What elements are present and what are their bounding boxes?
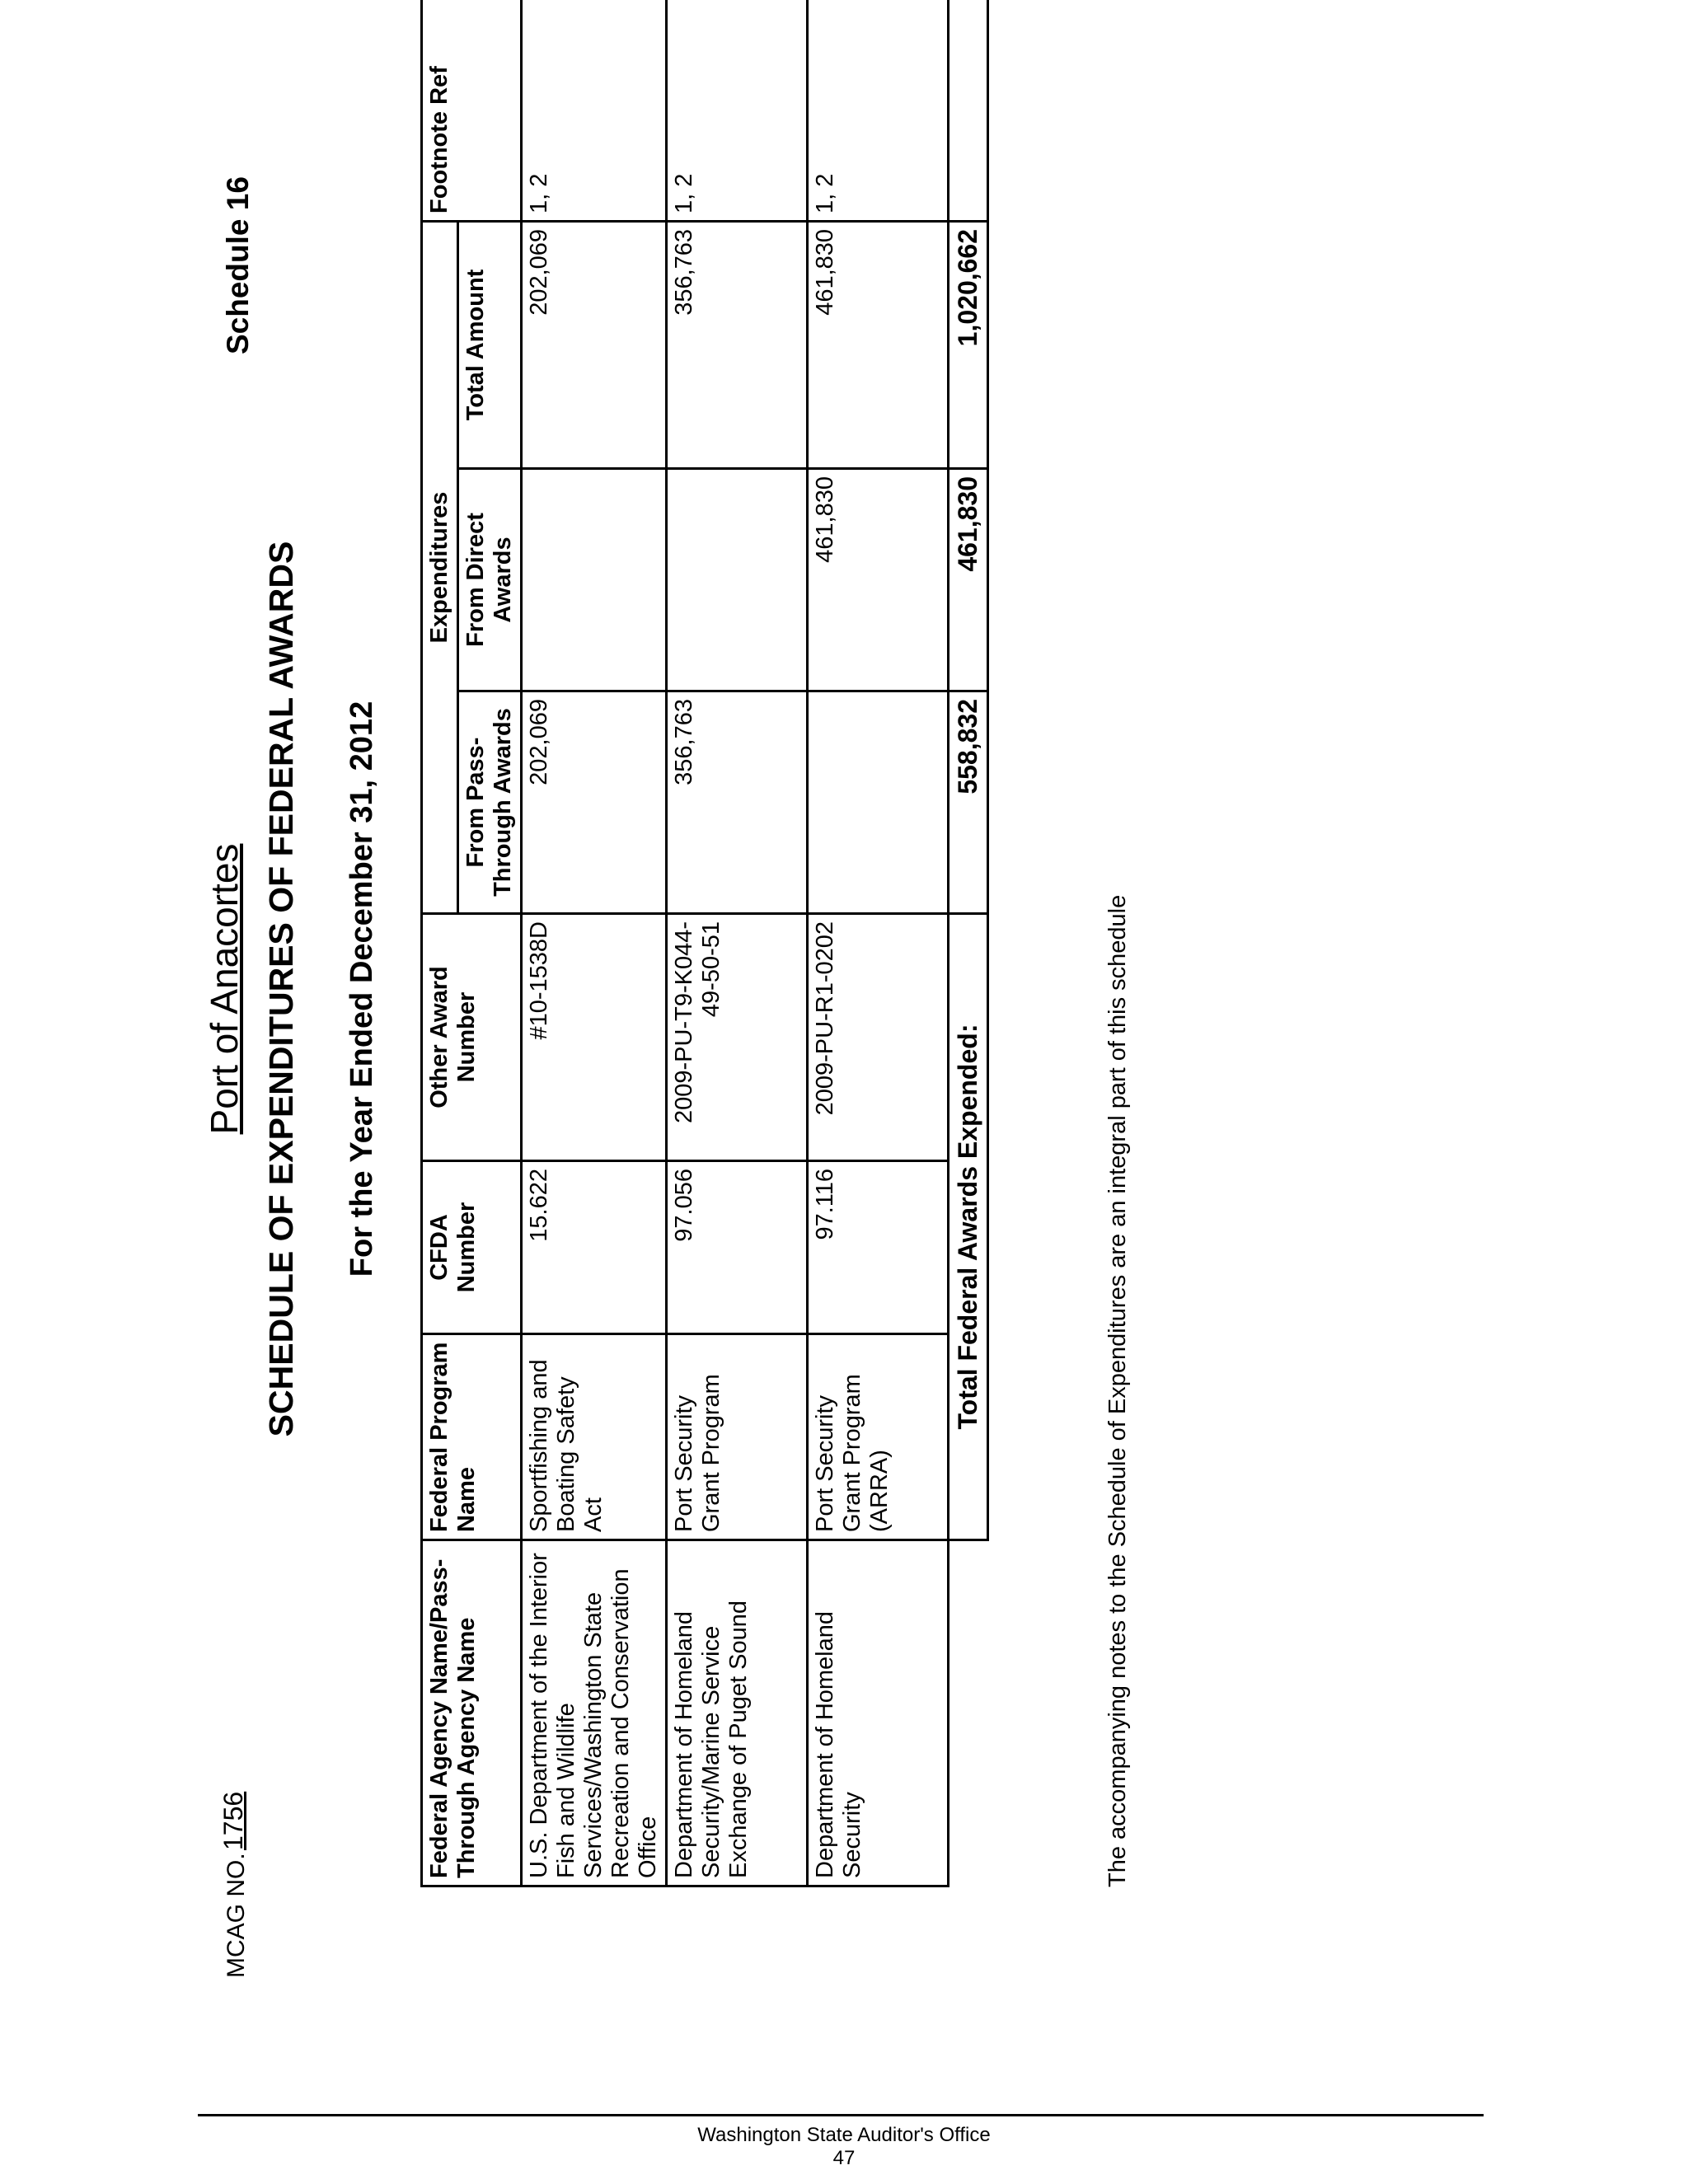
- total-pass-through: 558,832: [949, 691, 988, 914]
- cell-cfda: 97.056: [667, 1161, 808, 1334]
- mcag-label: MCAG NO.: [223, 1853, 250, 1978]
- header-other-award: Other Award Number: [422, 914, 522, 1161]
- cell-direct: [522, 469, 667, 691]
- cell-other-award: 2009-PU-T9-K044-49-50-51: [667, 914, 808, 1161]
- cell-pass-through: 202,069: [522, 691, 667, 914]
- table-row: [808, 0, 949, 1886]
- cell-total: 356,763: [667, 221, 808, 468]
- header-program: Federal Program Name: [422, 1334, 522, 1540]
- header-cfda: CFDA Number: [422, 1161, 522, 1334]
- total-row: [949, 0, 988, 1886]
- page-number: 47: [832, 2147, 856, 2169]
- cell-cfda: 15.622: [522, 1161, 667, 1334]
- cell-program: Port Security Grant Program: [667, 1334, 808, 1540]
- total-label: Total Federal Awards Expended:: [949, 914, 988, 1540]
- federal-awards-table: [420, 0, 989, 1887]
- cell-cfda: 97.116: [808, 1161, 949, 1334]
- schedule-note: The accompanying notes to the Schedule of Expenditures are an integral part of this schedule: [1104, 894, 1131, 1887]
- page-footer: [0, 2114, 1688, 2180]
- table-row: [667, 0, 808, 1886]
- cell-pass-through: 356,763: [667, 691, 808, 914]
- header-total: Total Amount: [458, 221, 522, 468]
- table-row: [522, 0, 667, 1886]
- cell-footnote: 1, 2: [522, 0, 667, 221]
- cell-pass-through: [808, 691, 949, 914]
- period-title: For the Year Ended December 31, 2012: [345, 701, 379, 1277]
- cell-direct: [667, 469, 808, 691]
- total-footnote: [949, 0, 988, 221]
- cell-agency: Department of Homeland Security/Marine Service Exchange of Puget Sound: [667, 1540, 808, 1886]
- organization-name: Port of Anacortes: [203, 843, 246, 1135]
- header-agency: Federal Agency Name/Pass-Through Agency Name: [422, 1540, 522, 1886]
- blank-cell: [949, 1540, 988, 1886]
- cell-total: 461,830: [808, 221, 949, 468]
- cell-total: 202,069: [522, 221, 667, 468]
- footer-office: Washington State Auditor's Office: [697, 2124, 991, 2146]
- header-pass-through: From Pass-Through Awards: [458, 691, 522, 914]
- cell-other-award: #10-1538D: [522, 914, 667, 1161]
- cell-agency: Department of Homeland Security: [808, 1540, 949, 1886]
- cell-footnote: 1, 2: [808, 0, 949, 221]
- total-amount: 1,020,662: [949, 221, 988, 468]
- cell-other-award: 2009-PU-R1-0202: [808, 914, 949, 1161]
- schedule-number: Schedule 16: [221, 176, 255, 354]
- total-direct: 461,830: [949, 469, 988, 691]
- header-direct: From Direct Awards: [458, 469, 522, 691]
- mcag-number: 1756: [218, 1791, 248, 1850]
- cell-direct: 461,830: [808, 469, 949, 691]
- cell-program: Sportfishing and Boating Safety Act: [522, 1334, 667, 1540]
- cell-agency: U.S. Department of the Interior Fish and Wildlife Services/Washington State Recreation and Conservation Office: [522, 1540, 667, 1886]
- header-expenditures: Expenditures: [422, 221, 458, 913]
- cell-footnote: 1, 2: [667, 0, 808, 221]
- schedule-title: SCHEDULE OF EXPENDITURES OF FEDERAL AWARDS: [262, 541, 300, 1437]
- header-footnote: Footnote Ref: [422, 0, 522, 221]
- cell-program: Port Security Grant Program (ARRA): [808, 1334, 949, 1540]
- footer-divider: [198, 2114, 1484, 2116]
